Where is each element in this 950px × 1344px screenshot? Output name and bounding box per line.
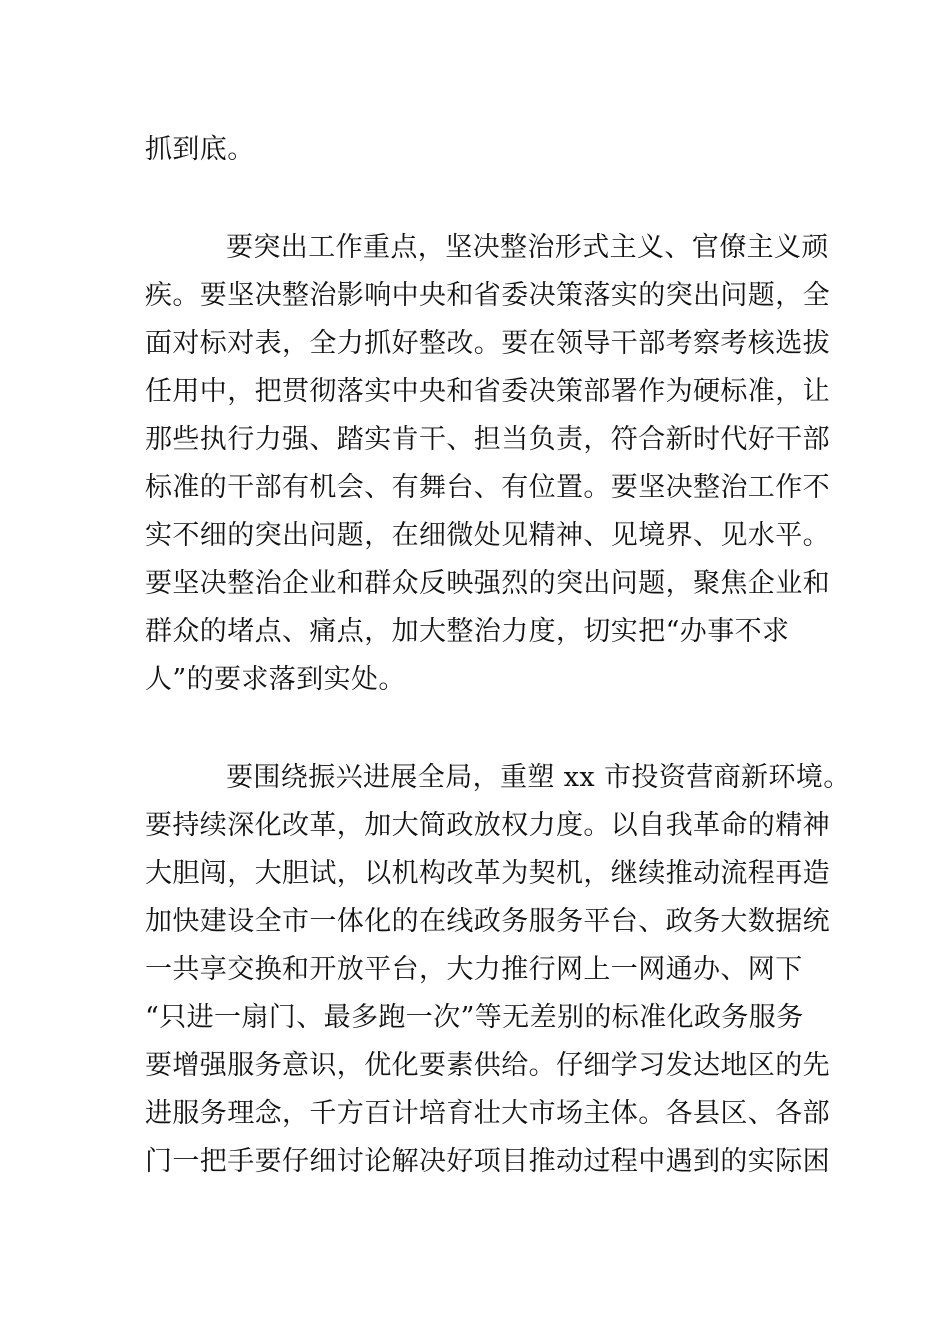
text-line: 标准的干部有机会、有舞台、有位置。要坚决整治工作不 — [145, 472, 830, 503]
text-line: 群众的堵点、痛点，加大整治力度，切实把“办事不求 — [145, 616, 790, 647]
text-line: 门一把手要仔细讨论解决好项目推动过程中遇到的实际困 — [145, 1146, 830, 1177]
text-line: 人”的要求落到实处。 — [145, 664, 406, 695]
text-line: 大胆闯，大胆试，以机构改革为契机，继续推动流程再造 — [145, 858, 830, 889]
text-line: 抓到底。 — [145, 134, 255, 165]
text-line: 一共享交换和开放平台，大力推行网上一网通办、网下 — [145, 954, 803, 985]
text-line: 要坚决整治企业和群众反映强烈的突出问题，聚焦企业和 — [145, 568, 830, 599]
text-line: 进服务理念，千方百计培育壮大市场主体。各县区、各部 — [145, 1098, 830, 1129]
text-line: 实不细的突出问题，在细微处见精神、见境界、见水平。 — [145, 520, 830, 551]
text-line: 要持续深化改革，加大简政放权力度。以自我革命的精神 — [145, 810, 830, 841]
paragraph-first-line: 要突出工作重点，坚决整治形式主义、官僚主义顽 — [226, 232, 829, 263]
text-line: 任用中，把贯彻落实中央和省委决策部署作为硬标准，让 — [145, 376, 830, 407]
text-line: 那些执行力强、踏实肯干、担当负责，符合新时代好干部 — [145, 424, 830, 455]
paragraph-first-line: 要围绕振兴进展全局，重塑 xx 市投资营商新环境。 — [226, 762, 851, 793]
text-line: 要增强服务意识，优化要素供给。仔细学习发达地区的先 — [145, 1050, 830, 1081]
text-line: 面对标对表，全力抓好整改。要在领导干部考察考核选拔 — [145, 328, 830, 359]
text-line: 疾。要坚决整治影响中央和省委决策落实的突出问题，全 — [145, 280, 830, 311]
text-line: “只进一扇门、最多跑一次”等无差别的标准化政务服务 — [145, 1002, 804, 1033]
text-line: 加快建设全市一体化的在线政务服务平台、政务大数据统 — [145, 906, 830, 937]
